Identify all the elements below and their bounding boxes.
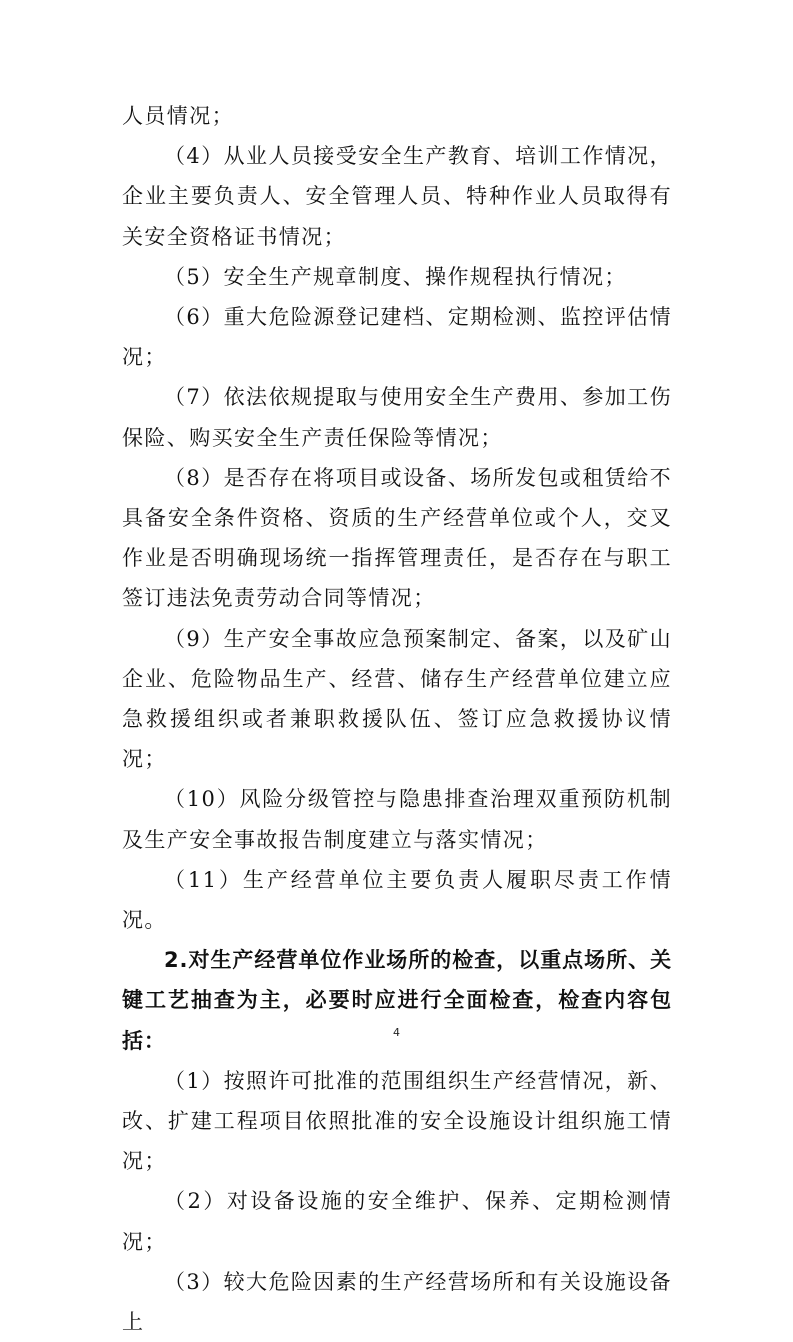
paragraph-item-9: （9）生产安全事故应急预案制定、备案，以及矿山企业、危险物品生产、经营、储存生产经营单位建立应急救援组织或者兼职救援队伍、签订应急救援协议情况； xyxy=(122,626,672,772)
section-heading-workplace-inspection: 2.对生产经营单位作业场所的检查，以重点场所、关键工艺抽查为主，必要时应进行全面检查，检查内容包括： xyxy=(122,948,672,1053)
paragraph-item-7: （7）依法依规提取与使用安全生产费用、参加工伤保险、购买安全生产责任保险等情况； xyxy=(122,385,672,450)
paragraph-sub-item-3: （3）较大危险因素的生产经营场所和有关设施设备上 xyxy=(122,1269,672,1335)
paragraph-item-8: （8）是否存在将项目或设备、场所发包或租赁给不具备安全条件资格、资质的生产经营单位或个人，交叉作业是否明确现场统一指挥管理责任，是否存在与职工签订违法免责劳动合同等情况； xyxy=(122,465,672,611)
paragraph-item-10: （10）风险分级管控与隐患排查治理双重预防机制及生产安全事故报告制度建立与落实情况； xyxy=(122,787,672,852)
paragraph-continuation: 人员情况； xyxy=(122,104,234,128)
paragraph-item-4: （4）从业人员接受安全生产教育、培训工作情况，企业主要负责人、安全管理人员、特种作业人员取得有关安全资格证书情况； xyxy=(122,144,672,249)
paragraph-sub-item-1: （1）按照许可批准的范围组织生产经营情况，新、改、扩建工程项目依照批准的安全设施设计组织施工情况； xyxy=(122,1068,672,1174)
document-body xyxy=(122,96,672,1342)
paragraph-item-6: （6）重大危险源登记建档、定期检测、监控评估情况； xyxy=(122,305,672,370)
page-number: 4 xyxy=(393,1026,400,1039)
paragraph-sub-item-2: （2）对设备设施的安全维护、保养、定期检测情况； xyxy=(122,1189,672,1254)
paragraph-item-5: （5）安全生产规章制度、操作规程执行情况； xyxy=(164,264,627,289)
paragraph-item-11: （11）生产经营单位主要负责人履职尽责工作情况。 xyxy=(122,867,672,933)
